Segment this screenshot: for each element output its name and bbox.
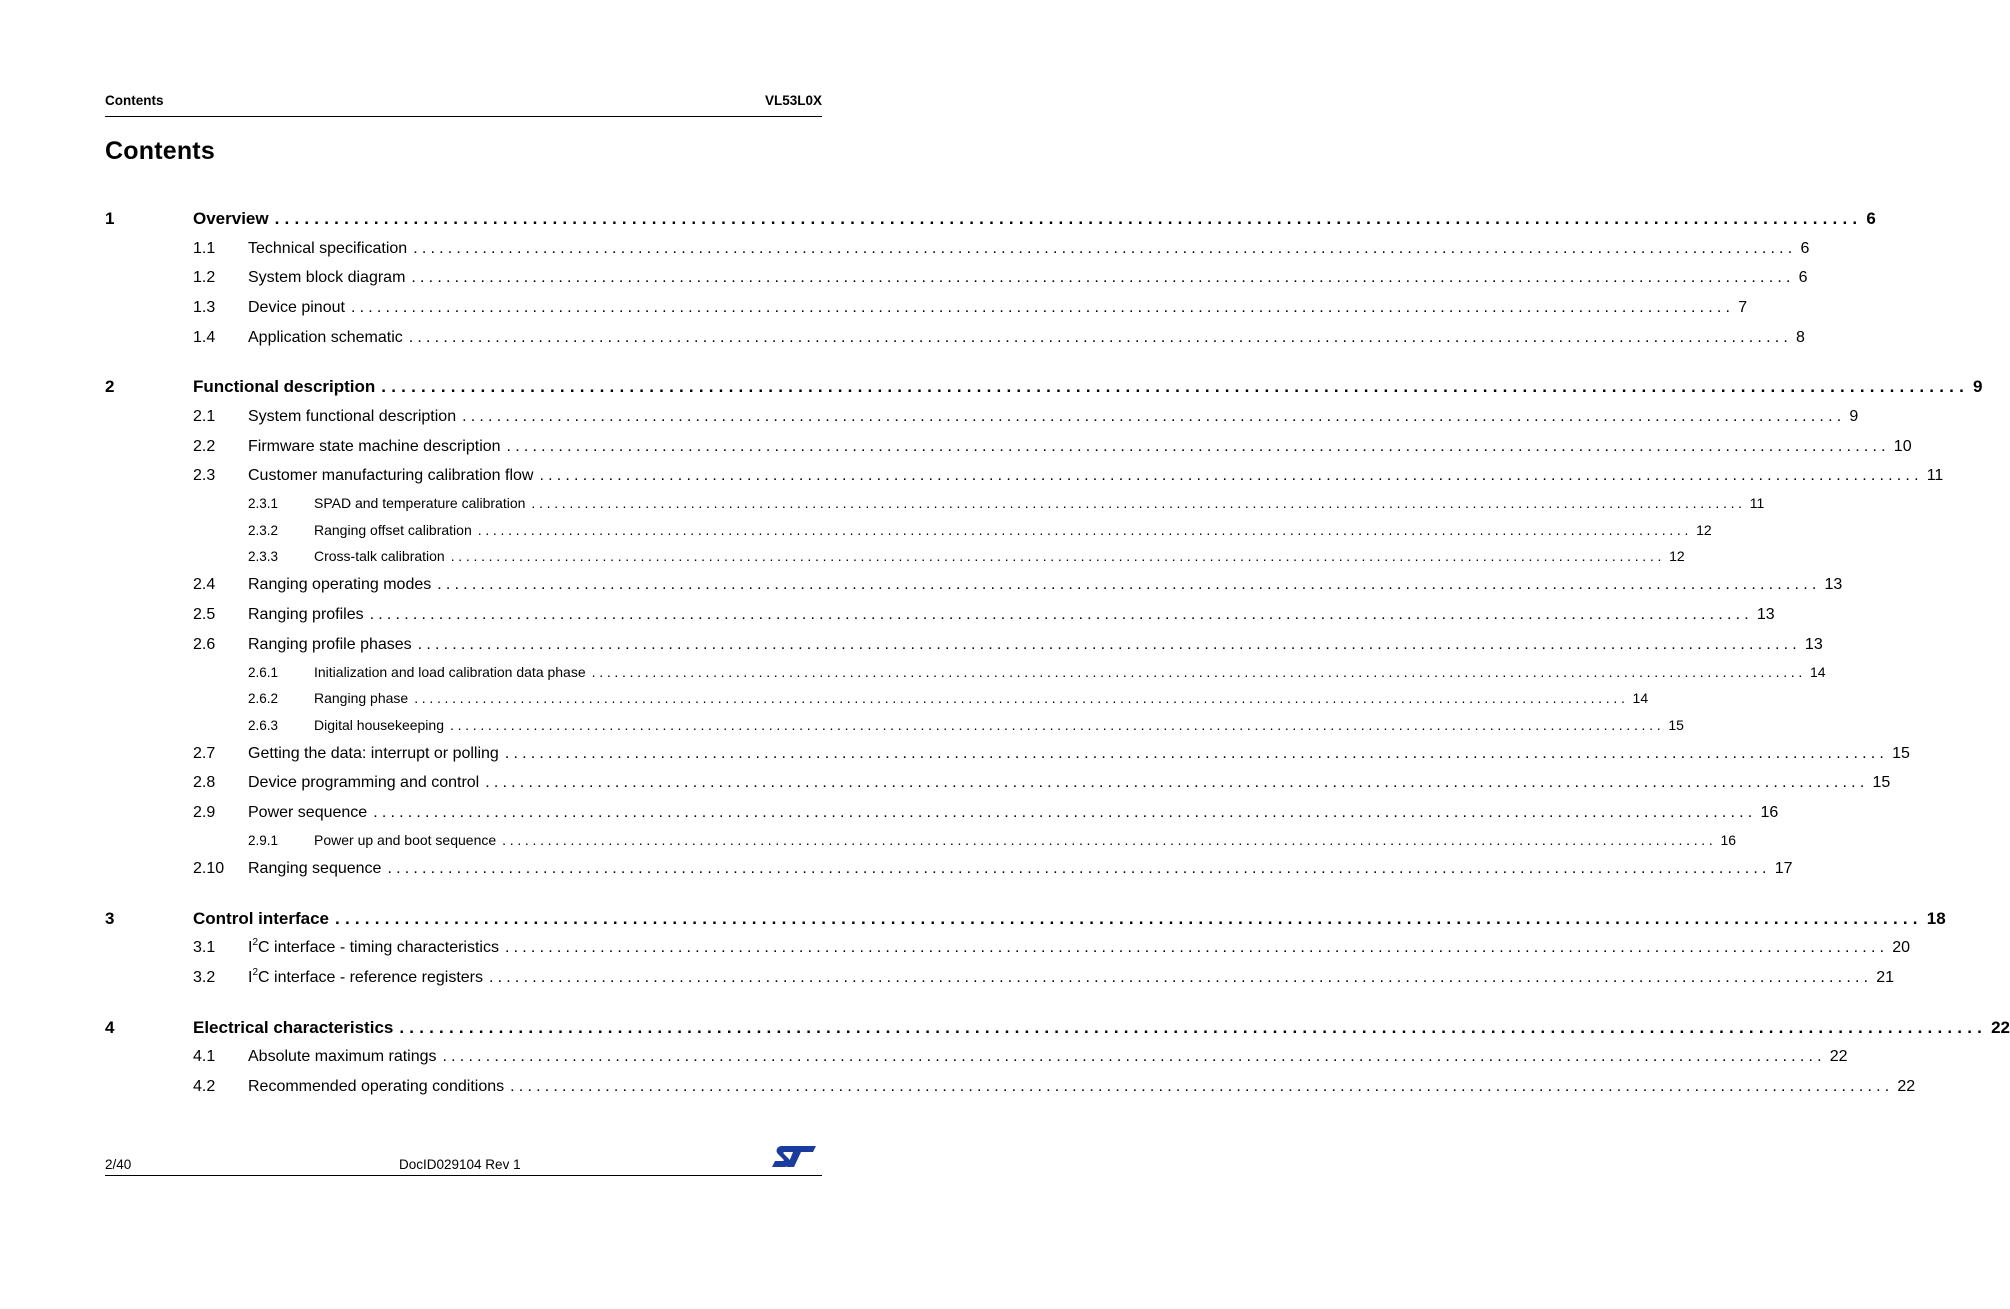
toc-entry-page: 9	[1849, 407, 1859, 425]
toc-entry-4-2[interactable]	[105, 1077, 1916, 1096]
toc-entry-title: System functional description	[248, 407, 457, 425]
toc-leader-dots: ................................................................................................................................................................	[373, 804, 1757, 821]
toc-leader-dots: ................................................................................................................................................................	[449, 716, 1665, 733]
toc-entry-number: 2.4	[193, 576, 216, 594]
toc-entry-number: 2	[105, 377, 115, 397]
footer-doc-id: DocID029104 Rev 1	[399, 1157, 521, 1172]
toc-entry-2-3-2[interactable]	[105, 521, 1712, 538]
toc-entry-2-9-1[interactable]	[105, 832, 1737, 848]
toc-entry-2[interactable]	[105, 377, 1983, 397]
toc-entry-number: 2.3	[193, 467, 216, 485]
toc-entry-2-6-3[interactable]	[105, 716, 1684, 733]
toc-leader-dots: ................................................................................................................................................................	[381, 377, 1969, 397]
toc-leader-dots: ................................................................................................................................................................	[591, 663, 1806, 680]
toc-entry-title: Power up and boot sequence	[314, 832, 497, 848]
toc-entry-2-3[interactable]	[105, 467, 1944, 485]
toc-entry-page: 18	[1926, 908, 1946, 928]
toc-entry-3[interactable]	[105, 908, 1946, 929]
toc-entry-number: 3.1	[193, 939, 216, 957]
toc-entry-number: 4	[105, 1017, 115, 1037]
toc-entry-title-prefix: I	[248, 939, 253, 957]
toc-entry-page: 20	[1892, 939, 1911, 957]
toc-entry-1-3[interactable]	[105, 298, 1748, 317]
toc-entry-number: 2.3.3	[248, 549, 279, 565]
toc-entry-title: Initialization and load calibration data phase	[314, 663, 586, 680]
toc-entry-number: 2.8	[193, 774, 216, 792]
toc-entry-page: 22	[1829, 1048, 1848, 1066]
page-footer	[105, 1140, 822, 1176]
toc-entry-number: 2.9	[193, 804, 216, 821]
toc-entry-2-8[interactable]	[105, 774, 1891, 792]
toc-entry-2-6[interactable]	[105, 635, 1823, 654]
toc-entry-title: Ranging sequence	[248, 860, 382, 877]
toc-entry-4[interactable]	[105, 1017, 2010, 1038]
toc-entry-title: Cross-talk calibration	[314, 548, 445, 565]
toc-entry-page: 10	[1893, 437, 1912, 455]
toc-leader-dots: ................................................................................................................................................................	[442, 1048, 1826, 1066]
toc-leader-dots: ................................................................................................................................................................	[504, 744, 1889, 762]
toc-entry-page: 8	[1796, 328, 1805, 346]
toc-entry-page: 11	[1749, 495, 1765, 512]
toc-entry-page: 14	[1632, 690, 1649, 707]
toc-entry-title: Digital housekeeping	[314, 716, 444, 733]
toc-entry-page: 17	[1774, 860, 1793, 877]
toc-entry-title-text: C interface - timing characteristics	[258, 939, 499, 957]
toc-entry-number: 2.7	[193, 744, 216, 762]
toc-entry-2-4[interactable]	[105, 576, 1843, 594]
toc-entry-1[interactable]	[105, 209, 1876, 229]
toc-entry-title: Ranging phase	[314, 690, 409, 707]
toc-entry-1-1[interactable]	[105, 239, 1810, 258]
toc-entry-page: 9	[1973, 377, 1983, 397]
toc-entry-number: 1.2	[193, 269, 216, 287]
toc-entry-number: 1.1	[193, 239, 216, 257]
toc-entry-title: Ranging operating modes	[248, 576, 432, 594]
toc-entry-4-1[interactable]	[105, 1048, 1848, 1066]
toc-entry-page: 6	[1800, 239, 1810, 257]
toc-entry-title: Absolute maximum ratings	[248, 1048, 437, 1066]
toc-entry-number: 1.4	[193, 328, 216, 346]
toc-entry-title: Device pinout	[248, 298, 345, 316]
toc-entry-page: 14	[1809, 663, 1826, 680]
toc-entry-2-6-2[interactable]	[105, 690, 1649, 707]
toc-entry-3-2[interactable]	[105, 966, 1895, 987]
toc-entry-number: 2.6.2	[248, 691, 279, 707]
toc-entry-title: Functional description	[193, 377, 376, 397]
toc-entry-title: Power sequence	[248, 804, 368, 821]
toc-entry-page: 13	[1804, 635, 1823, 653]
toc-entry-number: 1	[105, 209, 115, 228]
toc-leader-dots: ................................................................................................................................................................	[506, 437, 1890, 455]
toc-entry-page: 12	[1696, 521, 1712, 538]
toc-leader-dots: ................................................................................................................................................................	[510, 1077, 1894, 1095]
toc-entry-number: 3	[105, 908, 115, 928]
toc-leader-dots: ................................................................................................................................................................	[504, 939, 1889, 957]
toc-entry-number: 2.6.3	[248, 717, 279, 733]
toc-leader-dots: ................................................................................................................................................................	[335, 908, 1923, 928]
toc-entry-page: 7	[1738, 298, 1748, 316]
toc-entry-title: Firmware state machine description	[248, 437, 501, 455]
toc-entry-2-10[interactable]	[105, 860, 1793, 878]
toc-entry-number: 4.1	[193, 1048, 216, 1066]
toc-leader-dots: ................................................................................................................................................................	[539, 467, 1923, 485]
toc-entry-page: 15	[1872, 774, 1891, 792]
toc-entry-title	[248, 966, 483, 987]
toc-leader-dots: ................................................................................................................................................................	[413, 239, 1797, 257]
toc-entry-title-superscript: 2	[252, 936, 259, 948]
toc-entry-page: 16	[1720, 832, 1737, 848]
toc-entry-number: 2.1	[193, 407, 216, 425]
toc-entry-page: 6	[1798, 269, 1808, 287]
toc-leader-dots: ................................................................................................................................................................	[485, 774, 1869, 792]
toc-entry-title: Recommended operating conditions	[248, 1077, 505, 1095]
page-header	[105, 92, 822, 117]
toc-leader-dots: ................................................................................................................................................................	[414, 690, 1629, 707]
toc-entry-page: 22	[1897, 1077, 1916, 1095]
toc-entry-2-9[interactable]	[105, 804, 1779, 822]
footer-page-number: 2/40	[105, 1157, 132, 1172]
page-title: Contents	[105, 137, 215, 165]
toc-entry-number: 2.2	[193, 437, 216, 455]
toc-entry-page: 12	[1669, 548, 1685, 565]
toc-entry-title: Ranging profile phases	[248, 635, 412, 653]
toc-entry-title-prefix: I	[248, 968, 253, 986]
toc-leader-dots: ................................................................................................................................................................	[531, 495, 1746, 512]
toc-entry-title: Customer manufacturing calibration flow	[248, 467, 534, 485]
toc-entry-page: 21	[1876, 968, 1895, 986]
toc-entry-title: Electrical characteristics	[193, 1017, 394, 1037]
toc-entry-3-1[interactable]	[105, 936, 1911, 957]
toc-entry-title	[248, 936, 499, 957]
toc-entry-number: 2.3.2	[248, 522, 279, 538]
toc-leader-dots: ................................................................................................................................................................	[417, 635, 1801, 653]
toc-entry-number: 2.9.1	[248, 833, 279, 848]
toc-entry-title-text: C interface - reference registers	[258, 968, 483, 986]
toc-entry-title: Ranging offset calibration	[314, 521, 472, 538]
toc-leader-dots: ................................................................................................................................................................	[437, 576, 1821, 594]
toc-entry-title: SPAD and temperature calibration	[314, 495, 526, 512]
toc-leader-dots: ................................................................................................................................................................	[462, 407, 1846, 425]
toc-entry-number: 1.3	[193, 298, 216, 316]
toc-leader-dots: ................................................................................................................................................................	[450, 548, 1666, 565]
toc-entry-page: 13	[1824, 576, 1843, 594]
toc-entry-title: System block diagram	[248, 269, 406, 287]
toc-entry-page: 22	[1991, 1017, 2010, 1037]
toc-entry-number: 3.2	[193, 968, 216, 986]
toc-leader-dots: ................................................................................................................................................................	[369, 605, 1753, 623]
toc-entry-1-2[interactable]	[105, 269, 1808, 287]
toc-entry-2-7[interactable]	[105, 744, 1910, 763]
toc-entry-page: 13	[1756, 605, 1775, 623]
toc-leader-dots: ................................................................................................................................................................	[411, 269, 1795, 287]
toc-entry-page: 15	[1668, 716, 1684, 733]
toc-entry-title: Getting the data: interrupt or polling	[248, 744, 499, 762]
toc-entry-number: 2.6.1	[248, 664, 279, 680]
toc-entry-title: Device programming and control	[248, 774, 480, 792]
toc-entry-title: Overview	[193, 209, 269, 228]
toc-entry-page: 16	[1760, 804, 1779, 821]
toc-leader-dots: ................................................................................................................................................................	[274, 209, 1863, 228]
toc-leader-dots: ................................................................................................................................................................	[408, 328, 1792, 346]
header-section-title: Contents	[105, 93, 164, 108]
toc-entry-number: 2.5	[193, 605, 216, 623]
toc-leader-dots: ................................................................................................................................................................	[502, 832, 1717, 848]
toc-entry-number: 2.6	[193, 635, 216, 653]
st-logo-icon	[770, 1143, 818, 1169]
toc-entry-2-6-1[interactable]	[105, 663, 1826, 680]
toc-leader-dots: ................................................................................................................................................................	[477, 521, 1693, 538]
toc-entry-page: 6	[1866, 209, 1876, 228]
toc-leader-dots: ................................................................................................................................................................	[387, 860, 1771, 877]
toc-entry-1-4[interactable]	[105, 328, 1805, 347]
toc-entry-2-1[interactable]	[105, 407, 1859, 426]
toc-entry-2-5[interactable]	[105, 605, 1775, 624]
toc-entry-title: Technical specification	[248, 239, 408, 257]
toc-entry-2-3-1[interactable]	[105, 495, 1765, 512]
toc-entry-2-3-3[interactable]	[105, 548, 1685, 565]
toc-leader-dots: ................................................................................................................................................................	[489, 968, 1873, 986]
toc-entry-title: Ranging profiles	[248, 605, 364, 623]
header-product-name: VL53L0X	[764, 93, 822, 108]
toc-entry-page: 15	[1892, 744, 1910, 762]
toc-leader-dots: ................................................................................................................................................................	[350, 298, 1735, 316]
toc-entry-2-2[interactable]	[105, 437, 1912, 456]
toc-entry-title-superscript: 2	[252, 966, 259, 978]
toc-entry-number: 4.2	[193, 1077, 216, 1095]
toc-entry-number: 2.10	[193, 860, 225, 877]
toc-entry-title: Application schematic	[248, 328, 403, 346]
toc-entry-page: 11	[1926, 467, 1944, 485]
toc-entry-number: 2.3.1	[248, 496, 279, 512]
toc-entry-title: Control interface	[193, 908, 330, 928]
toc-leader-dots: ................................................................................................................................................................	[399, 1017, 1988, 1037]
